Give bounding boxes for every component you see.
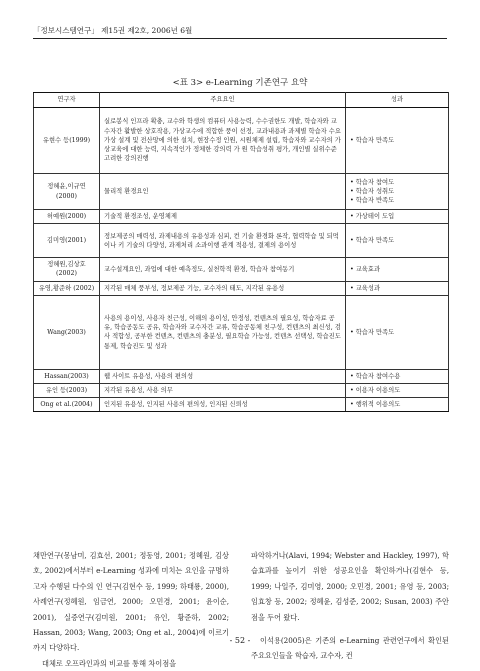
- outcome-cell: [346, 258, 449, 281]
- body-paragraph: 채만연구(몽남미, 김효선, 2001; 정동영, 2001; 정혜원, 김상호, 2002)에서부터 e-Learning 성과에 미치는 요인을 규명하고자 수행된 다수의 인 연구(김현수 등, 1999; 하태룡, 2000), 사례연구(정혜원, 임금연, 2000; 오민경, 2001; 윤이순, 2001), 실증연구(김미원, 2001; 유인, 황준하, 2002; Hassan, 2003; Wang, 2003; Ong et al., 2004)에 이르기까지 다양하다.: [33, 551, 229, 653]
- outcome-cell: [346, 174, 449, 210]
- author-cell: 유현수 등(1999): [34, 108, 100, 174]
- body-paragraph: 이석용(2005)은 기존의 e-Learning 관련연구에서 확인된 주요요인들을 학습자, 교수자, 컨: [251, 636, 449, 661]
- outcome-item: • 가상테이 도입: [350, 212, 444, 221]
- body-text-left-column: [33, 548, 229, 671]
- table-row: [34, 384, 449, 398]
- author-cell: 유영,황준하 (2002): [34, 281, 100, 295]
- body-paragraph: 파악하거나(Alavi, 1994; Webster and Hackley, 1997), 학습효과를 높이기 위한 성공요인을 확인하거나(김현수 등, 1999; 나일주, 김미영, 2000; 오민경, 2001; 유영 등, 2003; 임효창 등, 2002; 정혜윤, 김성준, 2002; Susan, 2003) 주안점을 두어 왔다.: [251, 551, 449, 622]
- factors-cell: 물리적 환경요인: [100, 174, 346, 210]
- header-rule: [33, 38, 447, 39]
- outcome-item: • 교육효과: [350, 265, 444, 274]
- header-factors: 주요요인: [100, 93, 346, 108]
- factors-cell: 실로봉식 인프라 확충, 교수와 학생의 컴퓨터 사용능력, 수수권한도 개발, 학습자와 교수자간 활발한 상호작용, 가상교수에 적합한 풍이 선정, 교과내용과 과제별 학습자 수요가상 설계 및 전산망에 의한 설치, 현장수정 인원, 시원체제 설립, 학습자와 교수자의 가상교육에 대한 능력, 지속적인가 정체한 강의력 가 원 학습성취 평가, 개인별 실위수준 고려한 강의진행: [100, 108, 346, 174]
- factors-cell: 지각된 유용성, 사용 의무: [100, 384, 346, 398]
- outcome-item: • 학습자 성취도: [350, 187, 444, 196]
- factors-cell: 웹 사이트 유용성, 사용의 편의성: [100, 369, 346, 383]
- table-row: [34, 174, 449, 210]
- factors-cell: 지각된 매체 풍부성, 정보제공 기능, 교수자의 태도, 지각된 유용성: [100, 281, 346, 295]
- outcome-item: • 학습자 만족도: [350, 236, 444, 245]
- literature-summary-table: [33, 92, 449, 412]
- outcome-item: • 이용자 이용의도: [350, 386, 444, 395]
- factors-cell: 사용의 용이성, 사용자 친근성, 이해의 용이성, 안정성, 컨텐츠의 필요성, 학습자료 공유, 학습공동도 공유, 학습자와 교수자간 교류, 학습공동체 친구성, 컨텐츠의 최신성, 검사 적합성, 공부한 컨텐츠, 컨텐츠의 충분성, 필요학습 가능성, 컨텐츠 선택성, 학습진도 통제, 학습진도 및 성과: [100, 295, 346, 369]
- header-author: 연구자: [34, 93, 100, 108]
- outcome-item: • 학습자 참여수용: [350, 372, 444, 381]
- body-paragraph: 대체로 오프라인과의 비교를 통해 차이점을: [42, 658, 177, 668]
- table-row: [34, 295, 449, 369]
- factors-cell: 교수설계요인, 과업에 대한 예측정도, 실천학적 환경, 학습자 참여동기: [100, 258, 346, 281]
- table-row: [34, 369, 449, 383]
- author-cell: Hassan(2003): [34, 369, 100, 383]
- outcome-cell: [346, 369, 449, 383]
- author-cell: 유인 등(2003): [34, 384, 100, 398]
- table-title: <표 3> e-Learning 기존연구 요약: [172, 78, 308, 88]
- author-cell: Wang(2003): [34, 295, 100, 369]
- table-row: [34, 108, 449, 174]
- author-cell: 김미영(2001): [34, 224, 100, 258]
- header-outcome: 성과: [346, 93, 449, 108]
- author-cell: 허예원(2000): [34, 210, 100, 224]
- page-number: - 52 -: [229, 636, 251, 645]
- body-text-right-column: [251, 548, 449, 664]
- outcome-cell: [346, 108, 449, 174]
- factors-cell: 정보제공의 매력성, 과제내용의 유용성과 심피, 컨 기술 환경화 론작, 협력학습 및 되먹이나 키 기술의 다양성, 과제처리 소과이행 관계 적용성, 결제의 용이성: [100, 224, 346, 258]
- outcome-item: • 행위적 이용의도: [350, 400, 444, 409]
- table-row: [34, 258, 449, 281]
- outcome-item: • 학습자 만족도: [350, 136, 444, 145]
- outcome-cell: [346, 281, 449, 295]
- outcome-item: • 학습자 반족도: [350, 196, 444, 205]
- factors-cell: 인지된 유용성, 인지된 사용의 편의성, 인지된 신뢰성: [100, 398, 346, 412]
- outcome-cell: [346, 295, 449, 369]
- factors-cell: 기술적 환경조성, 운영체제: [100, 210, 346, 224]
- outcome-cell: [346, 210, 449, 224]
- outcome-cell: [346, 384, 449, 398]
- table-header-row: [34, 93, 449, 108]
- author-cell: 정혜윤,이규연 (2000): [34, 174, 100, 210]
- outcome-cell: [346, 398, 449, 412]
- outcome-cell: [346, 224, 449, 258]
- outcome-item: • 학습자 참여도: [350, 178, 444, 187]
- table-row: [34, 210, 449, 224]
- running-header: 「정보시스템연구」 제15권 제2호, 2006년 6월: [33, 26, 193, 35]
- table-row: [34, 281, 449, 295]
- table-row: [34, 224, 449, 258]
- outcome-item: • 학습자 만족도: [350, 328, 444, 337]
- outcome-item: • 교육성과: [350, 284, 444, 293]
- author-cell: 정혜원,김상호 (2002): [34, 258, 100, 281]
- table-row: [34, 398, 449, 412]
- author-cell: Ong et al.(2004): [34, 398, 100, 412]
